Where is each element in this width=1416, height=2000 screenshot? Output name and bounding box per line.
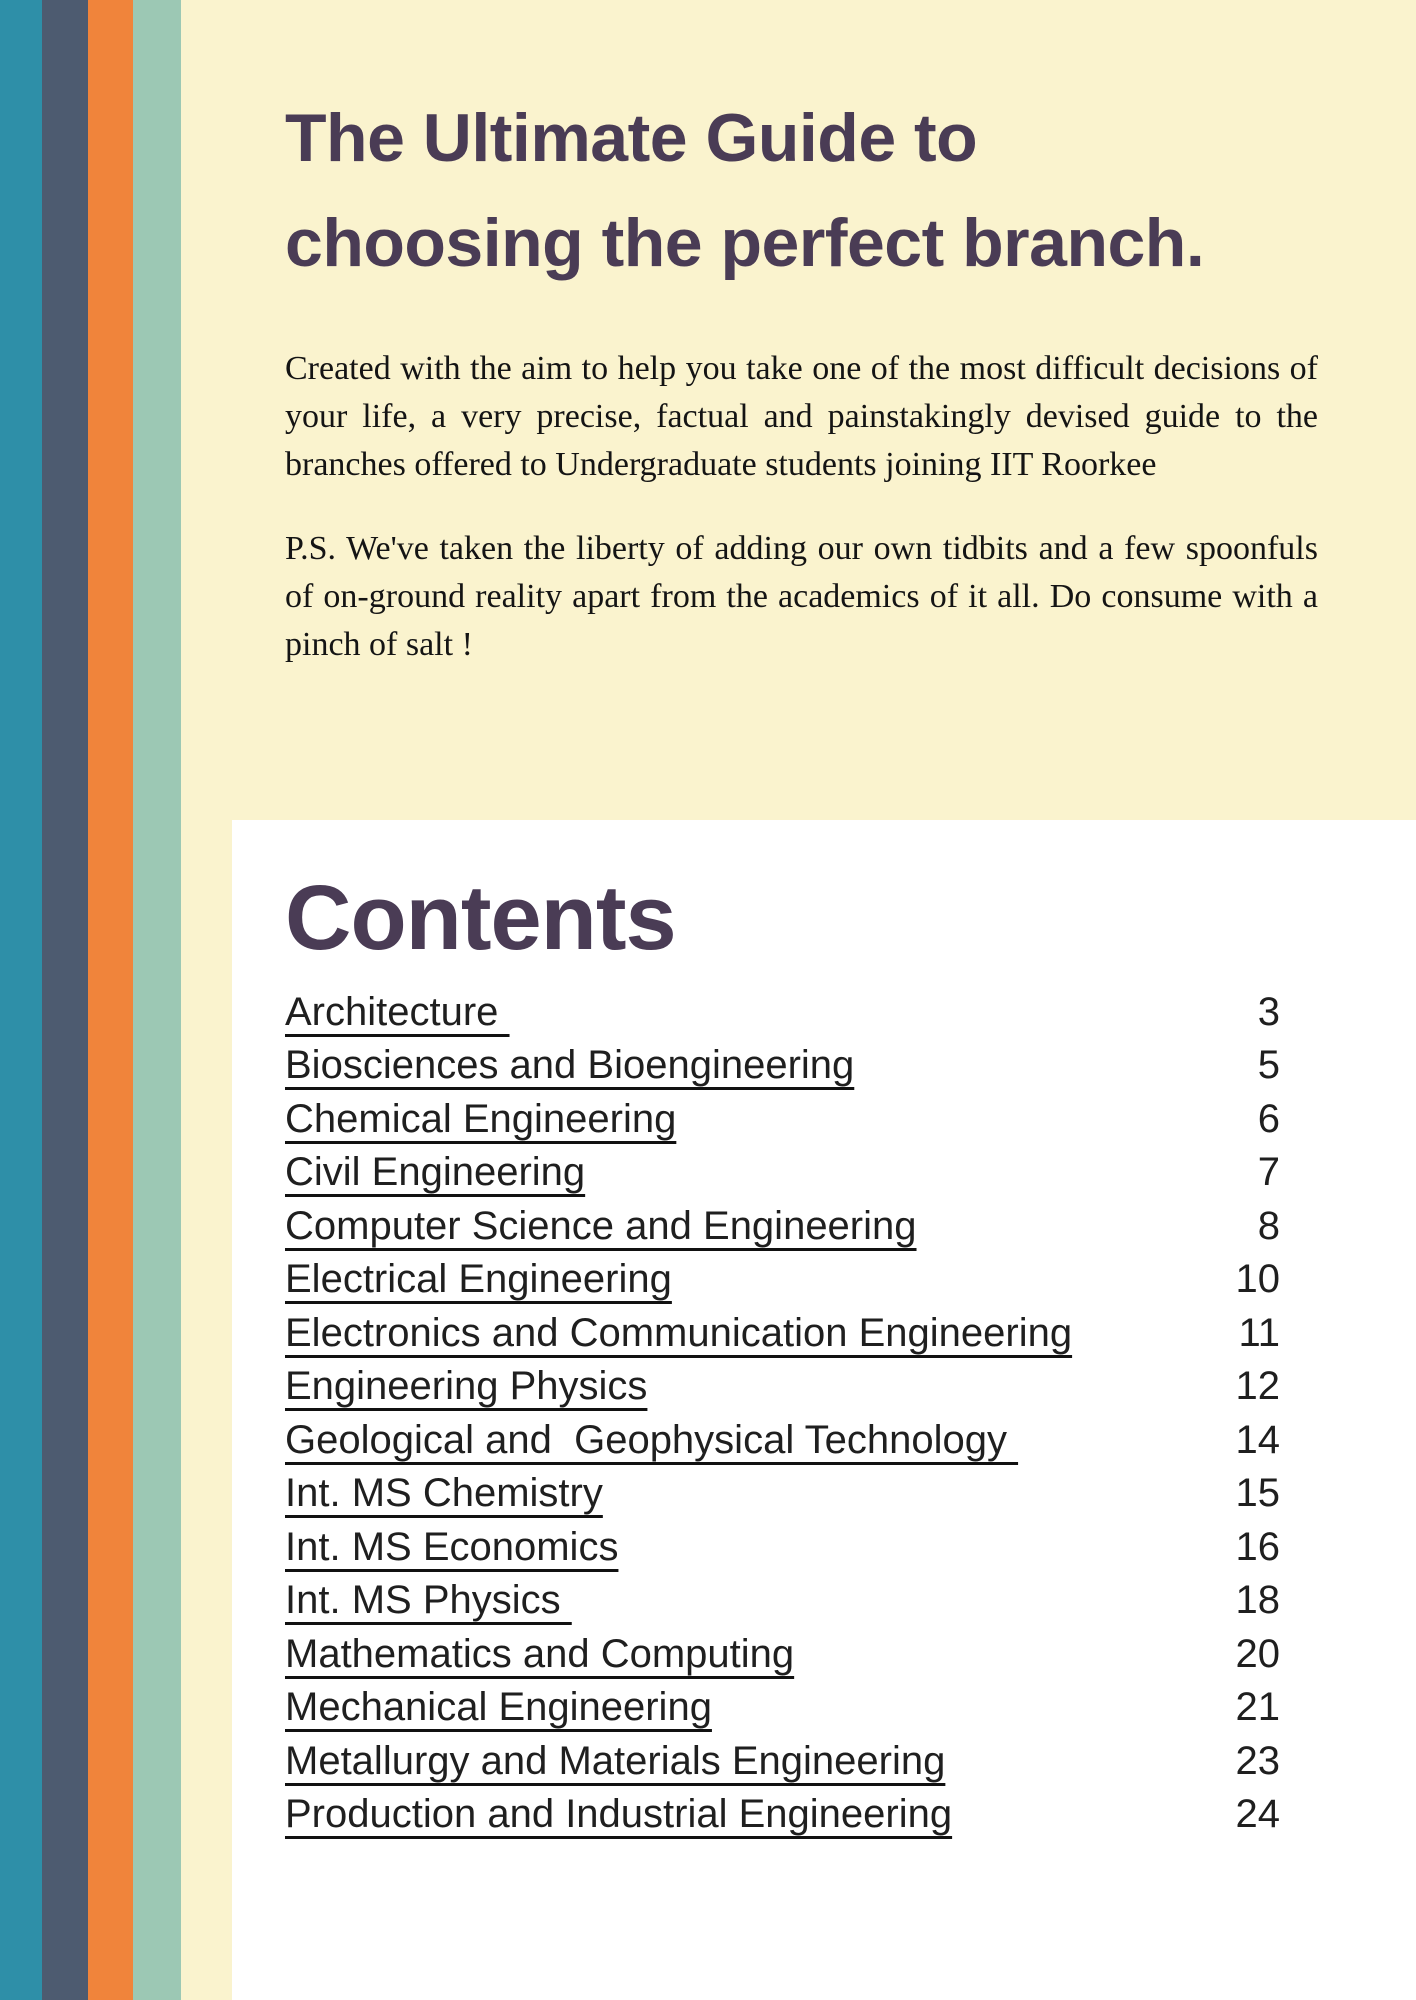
toc-row	[285, 1574, 1280, 1628]
toc-link-metallurgy-and-materials-engineering[interactable]: Metallurgy and Materials Engineering	[285, 1738, 946, 1783]
toc-link-production-and-industrial-engineering[interactable]: Production and Industrial Engineering	[285, 1792, 953, 1837]
toc-link-engineering-physics[interactable]: Engineering Physics	[285, 1364, 648, 1409]
toc-row	[285, 1360, 1280, 1414]
toc-link-geological-and-geophysical-technology[interactable]: Geological and Geophysical Technology	[285, 1417, 1019, 1462]
toc-link-electrical-engineering[interactable]: Electrical Engineering	[285, 1257, 672, 1302]
toc-page-number: 7	[1257, 1150, 1280, 1195]
toc-link-mechanical-engineering[interactable]: Mechanical Engineering	[285, 1685, 712, 1730]
cover-header	[285, 0, 1318, 669]
toc-page-number: 23	[1235, 1738, 1280, 1783]
toc-link-electronics-and-communication-engineering[interactable]: Electronics and Communication Engineering	[285, 1310, 1073, 1355]
intro-paragraph-2: P.S. We've taken the liberty of adding our own tidbits and a few spoonfuls of on-ground reality apart from the academics of it all. Do consume with a pinch of salt !	[285, 529, 1318, 663]
toc-row	[285, 986, 1280, 1040]
decorative-stripe-orange	[88, 0, 133, 2000]
toc-page-number: 16	[1235, 1524, 1280, 1569]
toc-page-number: 3	[1257, 989, 1280, 1034]
page-title	[285, 86, 1318, 297]
toc-row	[285, 1521, 1280, 1575]
toc-row	[285, 1681, 1280, 1735]
toc-link-int-ms-physics[interactable]: Int. MS Physics	[285, 1578, 572, 1623]
decorative-stripe-slate	[42, 0, 88, 2000]
toc-row	[285, 1093, 1280, 1147]
decorative-stripe-teal	[0, 0, 42, 2000]
table-of-contents	[285, 986, 1280, 1842]
toc-page-number: 6	[1257, 1096, 1280, 1141]
intro-paragraph-1: Created with the aim to help you take one of the most difficult decisions of your life, a very precise, factual and painstakingly devised guide to the branches offered to Undergraduate students joining IIT Roorkee	[285, 349, 1318, 483]
toc-page-number: 24	[1235, 1792, 1280, 1837]
toc-row	[285, 1628, 1280, 1682]
toc-page-number: 11	[1238, 1310, 1280, 1355]
page-title-line2: choosing the perfect branch.	[285, 205, 1205, 282]
toc-page-number: 15	[1235, 1471, 1280, 1516]
toc-row	[285, 1735, 1280, 1789]
toc-page-number: 10	[1235, 1257, 1280, 1302]
toc-page-number: 14	[1235, 1417, 1280, 1462]
toc-row	[285, 1414, 1280, 1468]
toc-page-number: 20	[1235, 1631, 1280, 1676]
toc-row	[285, 1200, 1280, 1254]
toc-row	[285, 1146, 1280, 1200]
toc-page-number: 5	[1257, 1043, 1280, 1088]
toc-page-number: 12	[1235, 1364, 1280, 1409]
decorative-stripe-sage	[133, 0, 181, 2000]
toc-link-biosciences-and-bioengineering[interactable]: Biosciences and Bioengineering	[285, 1043, 855, 1088]
contents-heading: Contents	[285, 867, 676, 969]
toc-row	[285, 1467, 1280, 1521]
contents-panel	[232, 820, 1416, 2000]
toc-row	[285, 1253, 1280, 1307]
toc-link-computer-science-and-engineering[interactable]: Computer Science and Engineering	[285, 1203, 917, 1248]
toc-link-civil-engineering[interactable]: Civil Engineering	[285, 1150, 586, 1195]
toc-page-number: 21	[1235, 1685, 1280, 1730]
toc-row	[285, 1307, 1280, 1361]
toc-row	[285, 1039, 1280, 1093]
toc-link-chemical-engineering[interactable]: Chemical Engineering	[285, 1096, 677, 1141]
toc-link-int-ms-economics[interactable]: Int. MS Economics	[285, 1524, 619, 1569]
toc-row	[285, 1788, 1280, 1842]
page-title-line1: The Ultimate Guide to	[285, 100, 978, 176]
toc-page-number: 8	[1257, 1203, 1280, 1248]
toc-link-architecture[interactable]: Architecture	[285, 989, 510, 1034]
toc-link-int-ms-chemistry[interactable]: Int. MS Chemistry	[285, 1471, 603, 1516]
toc-link-mathematics-and-computing[interactable]: Mathematics and Computing	[285, 1631, 795, 1676]
toc-page-number: 18	[1235, 1578, 1280, 1623]
